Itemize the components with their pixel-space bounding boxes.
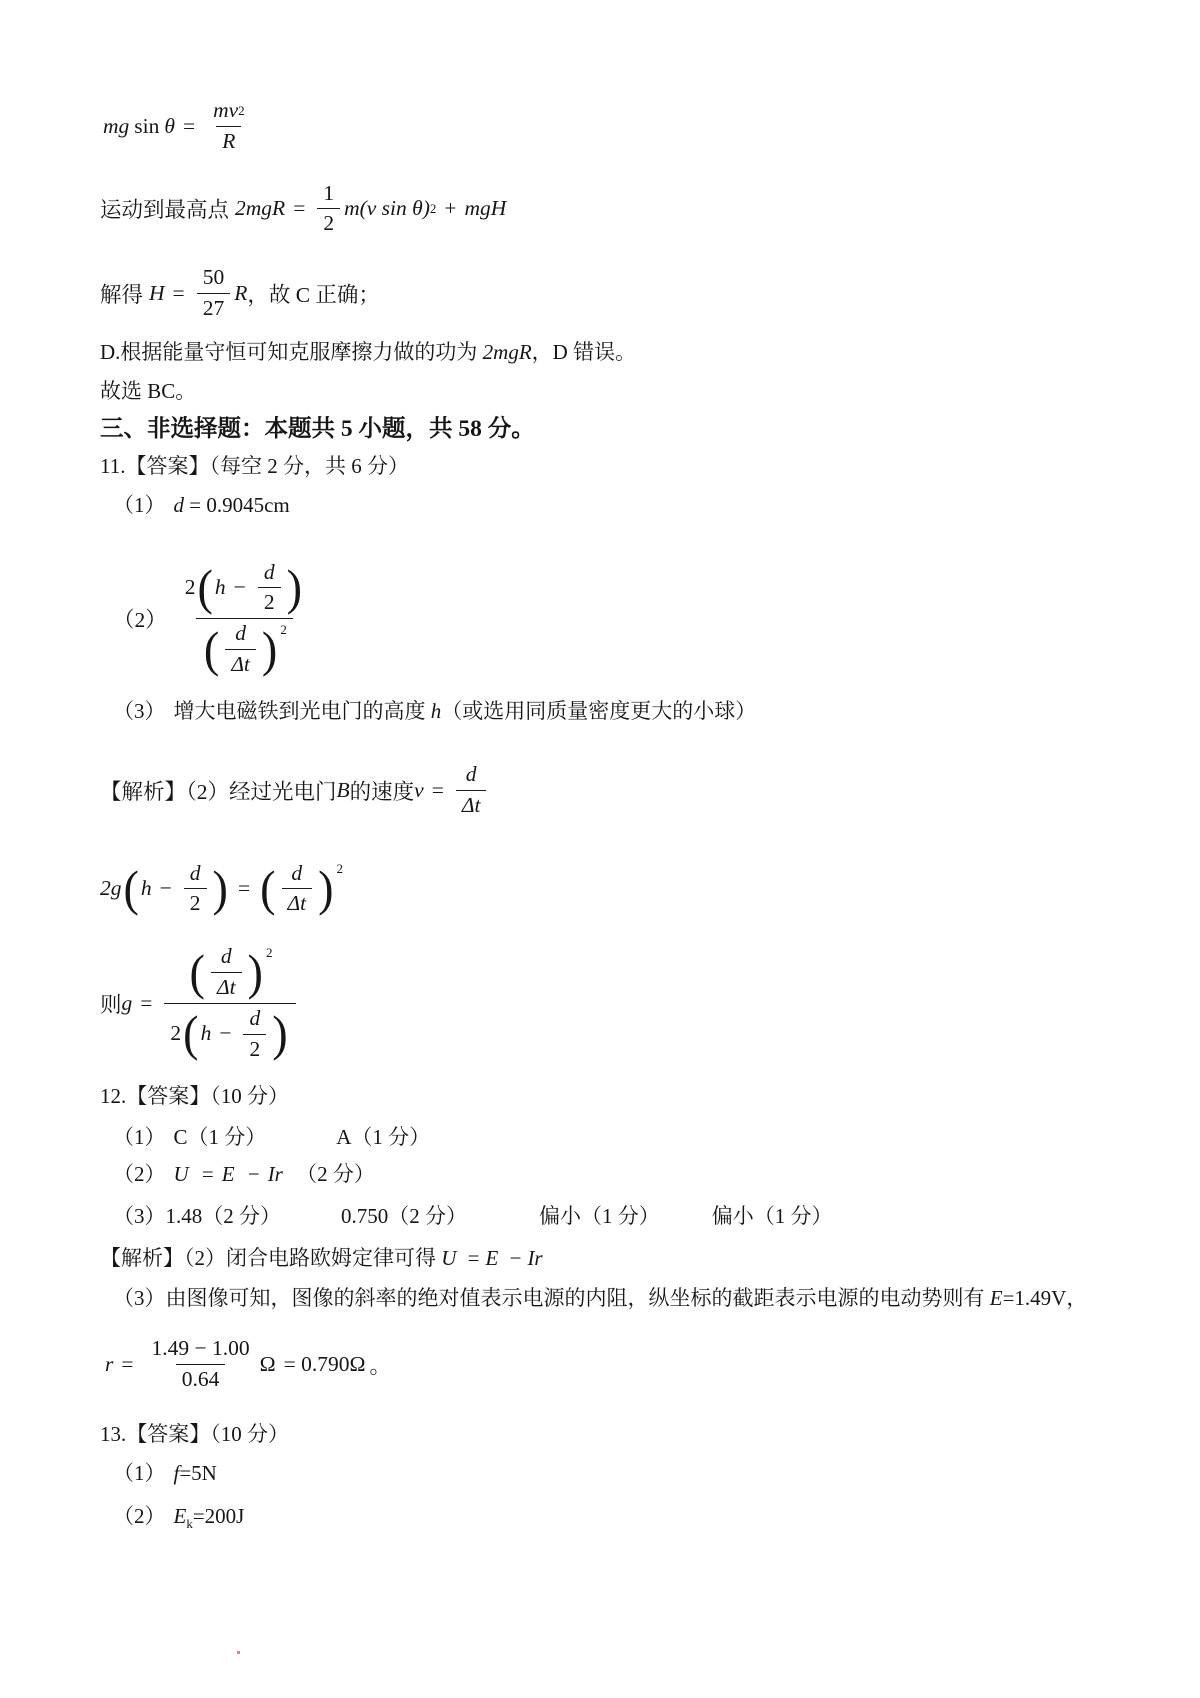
q12-analysis-3: [113, 1285, 1140, 1312]
answer-text: 增大电磁铁到光电门的高度: [173, 698, 431, 723]
q11-part1: [113, 492, 1140, 519]
q13-part2: [113, 1503, 1140, 1533]
formula-text: 2mgR: [482, 339, 532, 364]
formula-text: 0.64: [176, 1364, 226, 1393]
formula-text: h: [214, 574, 226, 599]
item-label: （3）: [113, 1204, 166, 1229]
formula-text: d: [189, 860, 201, 885]
formula-text: mgH: [464, 196, 507, 221]
value-text: = 0.9045cm: [189, 493, 290, 518]
item-label: （2）: [113, 1504, 166, 1529]
q11-analysis-equation: [100, 861, 1140, 918]
left-paren: (: [123, 861, 139, 917]
formula-centripetal: [103, 98, 1140, 155]
formula-text: f: [173, 1461, 180, 1486]
equals-sign: =: [431, 777, 444, 802]
formula-text: E: [221, 1161, 235, 1186]
minus-sign: −: [219, 1021, 232, 1046]
answer-text: 1.48（2 分）: [165, 1204, 281, 1229]
answer-sheet-page: [100, 0, 1140, 1533]
answer-text: C（1 分）: [173, 1124, 267, 1149]
q11-part2-formula: [113, 560, 1140, 678]
analysis-text: D.根据能量守恒可知克服摩擦力做的功为: [100, 339, 483, 364]
fraction: [456, 762, 487, 819]
value-text: =200J: [192, 1504, 245, 1529]
formula-text: 2: [243, 1034, 266, 1063]
formula-text: 2: [184, 888, 207, 917]
item-label: （1）: [113, 1124, 166, 1149]
formula-text: d: [220, 944, 232, 969]
scan-artifact-dot: [237, 1651, 240, 1654]
formula-text: Δt: [225, 649, 256, 678]
item-label: （1）: [113, 1461, 166, 1486]
value-text: = 0.790Ω: [283, 1351, 366, 1376]
formula-text: 2mgR: [235, 196, 286, 221]
analysis-text: ，D 错误。: [531, 339, 637, 364]
formula-text: 1: [323, 180, 335, 205]
formula-text: d: [249, 1005, 261, 1030]
formula-text: E: [173, 1504, 187, 1529]
subscript: k: [186, 1516, 193, 1532]
equals-sign: =: [172, 280, 185, 305]
fraction: [207, 98, 251, 155]
q12-part2: [113, 1161, 1140, 1188]
formula-text: sin: [134, 113, 160, 138]
conclusion-text: ，故 C 正确；: [247, 282, 380, 307]
fraction: [243, 1006, 266, 1063]
superscript: 2: [265, 944, 273, 960]
item-label: （1）: [113, 493, 166, 518]
q13-part1: [113, 1460, 1140, 1487]
fraction: [258, 560, 281, 617]
answer-text: （或选用同质量密度更大的小球）: [441, 698, 757, 723]
q11-part3: [113, 698, 1140, 725]
fraction: [225, 621, 256, 678]
fraction: [317, 181, 340, 238]
fraction: [211, 944, 242, 1001]
analysis-text: 【解析】（2）经过光电门: [100, 779, 337, 804]
formula-text: R: [216, 126, 241, 155]
value-text: =1.49V，: [1002, 1285, 1088, 1310]
answer-text: A（1 分）: [336, 1124, 431, 1149]
left-paren: (: [183, 1006, 199, 1062]
formula-text: 2: [258, 587, 281, 616]
formula-text: E: [485, 1245, 499, 1270]
left-paren: (: [189, 944, 205, 1000]
formula-text: U: [441, 1245, 457, 1270]
minus-sign: −: [509, 1245, 522, 1270]
formula-text: Δt: [282, 888, 313, 917]
formula-text: g: [121, 990, 133, 1015]
fraction: [282, 861, 313, 918]
formula-text: B: [336, 777, 350, 802]
formula-text: 运动到最高点: [100, 198, 230, 223]
minus-sign: −: [159, 876, 172, 901]
period: 。: [369, 1353, 392, 1378]
formula-text: mv: [213, 98, 239, 122]
formula-text: R: [234, 280, 248, 305]
formula-text: v: [414, 777, 424, 802]
minus-sign: −: [233, 574, 246, 599]
right-paren: ): [286, 560, 302, 616]
big-fraction: [179, 560, 310, 678]
analysis-text: 【解析】（2）闭合电路欧姆定律可得: [100, 1245, 442, 1270]
q12-part1: [113, 1124, 1140, 1151]
equals-sign: =: [201, 1161, 214, 1186]
formula-text: h: [200, 1021, 212, 1046]
q11-analysis-g-result: [100, 944, 1140, 1062]
fraction: [184, 861, 207, 918]
formula-text: d: [263, 559, 275, 584]
equals-sign: =: [467, 1245, 480, 1270]
formula-text: d: [291, 860, 303, 885]
formula-text: 1.49 − 1.00: [151, 1336, 250, 1361]
left-paren: (: [197, 560, 213, 616]
answer-text: 偏小（1 分）: [539, 1204, 660, 1229]
left-paren: (: [260, 861, 276, 917]
formula-text: 50: [202, 265, 225, 290]
formula-text: r: [105, 1351, 114, 1376]
equals-sign: =: [293, 196, 306, 221]
formula-text: H: [149, 280, 165, 305]
fraction: [197, 265, 231, 322]
formula-text: E: [989, 1285, 1003, 1310]
formula-text: 2g: [100, 876, 122, 901]
minus-sign: −: [247, 1161, 260, 1186]
formula-text: d: [173, 493, 184, 518]
analysis-text: 的速度: [349, 779, 415, 804]
q12-analysis-2: [100, 1245, 1140, 1272]
equals-sign: =: [182, 113, 196, 138]
q12-part3: [113, 1203, 1140, 1230]
formula-text: h: [140, 876, 152, 901]
formula-text: θ: [164, 113, 175, 138]
score-text: （2 分）: [296, 1161, 375, 1186]
omega-symbol: Ω: [259, 1351, 276, 1376]
option-d-analysis: [100, 339, 1140, 366]
q11-answer-head: 11.【答案】（每空 2 分，共 6 分）: [100, 453, 409, 478]
formula-text: Ir: [267, 1161, 283, 1186]
analysis-text: （3）由图像可知，图像的斜率的绝对值表示电源的内阻，纵坐标的截距表示电源的电动势则有: [113, 1285, 990, 1310]
formula-text: 则: [100, 992, 122, 1017]
big-fraction: [164, 944, 295, 1062]
final-answer-line: 故选 BC。: [100, 379, 197, 404]
formula-text: Ir: [527, 1245, 543, 1270]
formula-energy-top: [100, 181, 1140, 238]
equals-sign: =: [237, 876, 251, 901]
q12-answer-head: 12.【答案】（10 分）: [100, 1084, 289, 1109]
formula-text: Δt: [211, 972, 242, 1001]
value-text: =5N: [179, 1461, 217, 1486]
equals-sign: =: [121, 1351, 134, 1376]
formula-text: 解得: [100, 282, 144, 307]
formula-text: d: [465, 762, 477, 786]
q11-analysis-velocity: [100, 762, 1140, 819]
right-paren: ): [261, 621, 278, 677]
item-label: （2）: [113, 1161, 166, 1186]
right-paren: ): [247, 944, 263, 1000]
formula-text: h: [430, 698, 442, 723]
formula-text: 27: [197, 293, 231, 322]
formula-text: mg: [103, 113, 130, 138]
item-label: （3）: [113, 698, 166, 723]
q12-r-formula: [105, 1336, 1140, 1393]
fraction: [146, 1336, 256, 1393]
formula-text: m(v sin θ): [344, 196, 430, 221]
right-paren: ): [212, 861, 228, 917]
formula-H-result: [100, 265, 1140, 322]
formula-text: Δt: [456, 790, 487, 819]
superscript: 2: [280, 621, 287, 637]
superscript: 2: [238, 103, 245, 119]
formula-text: 2: [317, 208, 340, 237]
q13-answer-head: 13.【答案】（10 分）: [100, 1421, 289, 1446]
formula-text: U: [173, 1161, 189, 1186]
answer-text: 偏小（1 分）: [711, 1204, 833, 1229]
formula-text: d: [235, 621, 246, 646]
formula-text: 2: [184, 574, 196, 599]
plus-sign: +: [444, 196, 457, 221]
superscript: 2: [429, 200, 437, 216]
superscript: 2: [336, 860, 343, 876]
right-paren: ): [272, 1006, 288, 1062]
item-label: （2）: [113, 608, 167, 633]
left-paren: (: [203, 621, 220, 677]
right-paren: ): [318, 861, 334, 917]
formula-text: 2: [170, 1021, 182, 1046]
equals-sign: =: [140, 990, 153, 1015]
section-heading: 三、非选择题：本题共 5 小题，共 58 分。: [100, 416, 535, 443]
answer-text: 0.750（2 分）: [341, 1204, 467, 1229]
